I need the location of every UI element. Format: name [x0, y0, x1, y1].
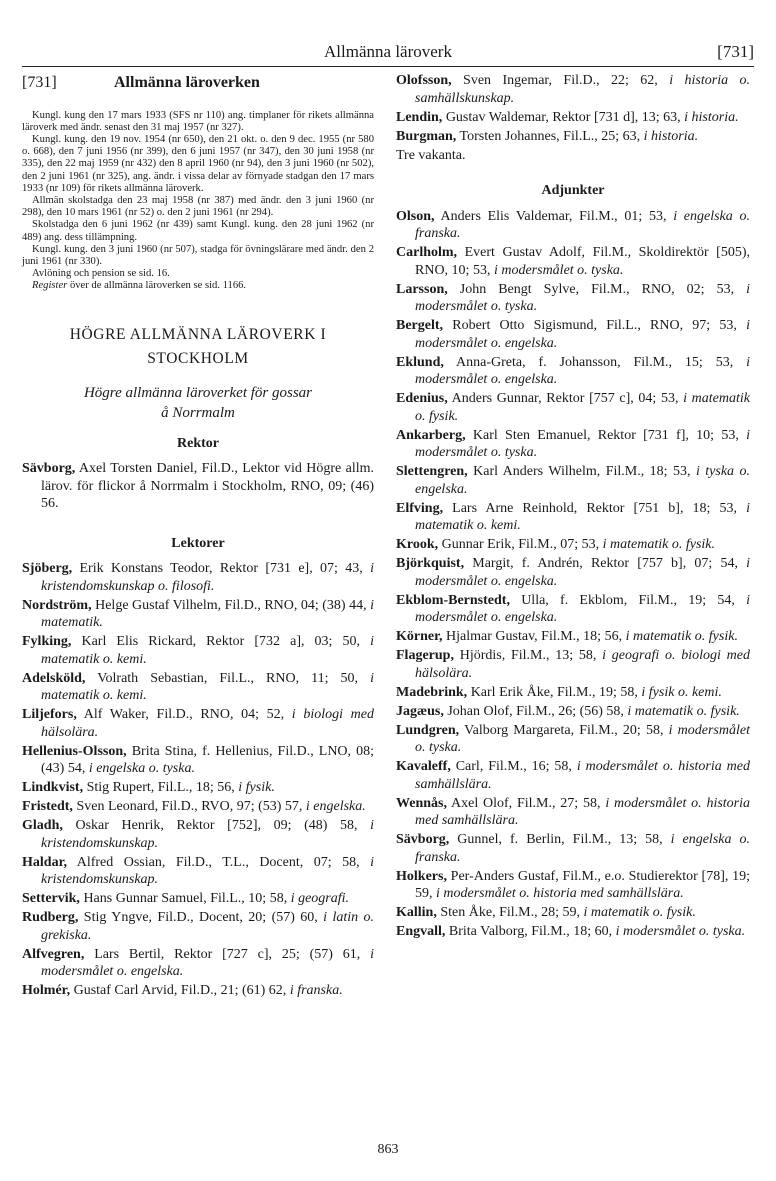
running-header	[22, 40, 754, 66]
entry-text: Alf Waker, Fil.D., RNO, 04; 52,	[76, 707, 292, 723]
staff-entry	[22, 982, 374, 1000]
entry-subject: i historia.	[643, 128, 699, 144]
entry-text: Robert Otto Sigismund, Fil.L., RNO, 97; 53,	[443, 318, 747, 333]
entry-name: Ankarberg,	[396, 427, 466, 443]
entry-subject: i matematik o. fysik.	[625, 629, 738, 644]
entry-text: Stig Rupert, Fil.L., 18; 56,	[83, 780, 239, 796]
entry-text: Axel Torsten Daniel, Fil.D., Lektor vid Högre allm. lärov. för flickor å Norrmalm i Stockholm, RNO, 09; (46) 56.	[41, 461, 374, 512]
school-line: Högre allmänna läroverket för gossar	[83, 384, 313, 401]
staff-entry	[22, 798, 374, 816]
staff-entry	[22, 560, 374, 595]
entry-subject: i modersmålet o. historia med samhällslära.	[436, 886, 684, 901]
left-column	[22, 72, 374, 1001]
entry-subject: i modersmålet o. tyska.	[415, 281, 750, 314]
entry-text: Anders Gunnar, Rektor [757 c], 04; 53,	[447, 391, 684, 406]
entry-subject: i matematik o. kemi.	[41, 634, 374, 667]
staff-entry	[22, 706, 374, 741]
staff-entry	[396, 244, 750, 279]
entry-text: Gunnar Erik, Fil.M., 07; 53,	[438, 537, 603, 552]
entry-text: Karl Elis Rickard, Rektor [732 a], 03; 50,	[71, 634, 371, 650]
note-paragraph: Kungl. kung. den 19 nov. 1954 (nr 650), den 21 okt. o. den 9 dec. 1955 (nr 580 o. 668), den 7 juni 1956 (nr 399), den 6 juni 1957 (nr 347), den 30 juni 1958 (nr 335), den 22 maj 1959 (nr 432) den 8 april 1960 (nr 94), den 3 juni 1960 (nr 502), den 2 juni 1961 (nr 325), ang. ändr. i vissa delar av förnyade stadgan den 17 mars 1933 (nr 109) för rikets allmänna läroverk.	[22, 133, 374, 194]
running-title: Allmänna läroverk	[324, 42, 452, 61]
entry-name: Haldar,	[22, 854, 67, 870]
entry-subject: i matematik o. fysik.	[415, 391, 750, 424]
staff-entry	[396, 317, 750, 352]
entry-name: Slettengren,	[396, 464, 468, 479]
vacancy-note: Tre vakanta.	[396, 147, 466, 163]
school-line: å Norrmalm	[161, 404, 235, 421]
entry-subject: i kristendomskunskap.	[41, 854, 374, 888]
entry-text: Sten Åke, Fil.M., 28; 59,	[436, 905, 584, 920]
entry-name: Ekblom-Bernstedt,	[396, 592, 510, 608]
section-heading	[22, 74, 374, 92]
entry-subject: i matematik o. fysik.	[583, 905, 696, 920]
register-note	[22, 280, 374, 292]
entry-text: Karl Erik Åke, Fil.M., 19; 58,	[467, 684, 642, 700]
staff-entry	[396, 500, 750, 535]
note-paragraph: Kungl. kung den 17 mars 1933 (SFS nr 110) ang. timplaner för rikets allmänna läroverk med ändr. senast den 31 maj 1957 (nr 327).	[22, 109, 374, 133]
entry-text: Alfred Ossian, Fil.D., T.L., Docent, 07; 58,	[67, 854, 371, 870]
entry-text: John Bengt Sylve, Fil.M., RNO, 02; 53,	[447, 281, 747, 297]
entry-subject: i historia.	[684, 109, 739, 125]
staff-entry	[396, 592, 750, 627]
entry-subject: i kristendomskunskap o. filosofi.	[41, 561, 374, 594]
staff-entry	[396, 208, 750, 243]
staff-entry	[396, 281, 750, 316]
entry-name: Sävborg,	[22, 461, 76, 477]
entry-name: Wennås,	[396, 795, 447, 811]
entry-name: Lendin,	[396, 109, 443, 125]
entry-text: Lars Bertil, Rektor [727 c], 25; (57) 61,	[84, 946, 371, 962]
lektorer-list	[22, 560, 374, 1000]
staff-entry	[22, 670, 374, 705]
institution-heading	[22, 323, 374, 371]
entry-subject: i matematik.	[41, 597, 374, 631]
entry-subject: i modersmålet o. engelska.	[415, 318, 750, 351]
staff-entry	[396, 904, 750, 922]
staff-entry	[22, 633, 374, 668]
staff-entry	[396, 868, 750, 903]
entry-subject: i matematik o. fysik.	[602, 537, 716, 552]
entry-name: Bergelt,	[396, 318, 444, 333]
entry-subject: i modersmålet o. historia med samhällslära.	[415, 795, 751, 828]
rektor-entry	[22, 460, 374, 513]
entry-name: Adelsköld,	[22, 670, 86, 686]
entry-name: Sjöberg,	[22, 561, 73, 577]
entry-text: Anna-Greta, f. Johansson, Fil.M., 15; 53,	[443, 354, 747, 370]
entry-text: Johan Olof, Fil.M., 26; (56) 58,	[443, 703, 628, 719]
note-paragraph: Avlöning och pension se sid. 16.	[32, 268, 170, 280]
entry-name: Fylking,	[22, 634, 72, 650]
entry-text: Gustav Waldemar, Rektor [731 d], 13; 63,	[442, 109, 685, 125]
entry-name: Kavaleff,	[396, 759, 451, 774]
institution-line: STOCKHOLM	[147, 349, 249, 367]
entry-name: Madebrink,	[396, 684, 468, 700]
staff-entry	[396, 128, 750, 146]
entry-text: Hjördis, Fil.M., 13; 58,	[453, 648, 603, 663]
entry-subject: i modersmålet o. historia med samhällslära.	[415, 759, 750, 792]
entry-text: Sven Leonard, Fil.D., RVO, 97; (53) 57,	[72, 799, 306, 815]
right-column	[396, 72, 750, 942]
page-code: [731]	[717, 42, 754, 61]
staff-entry	[396, 831, 750, 866]
entry-text: Hans Gunnar Samuel, Fil.L., 10; 58,	[79, 891, 291, 907]
entry-subject: i tyska o. engelska.	[415, 464, 750, 497]
entry-name: Lundgren,	[396, 722, 460, 738]
note-paragraph: Skolstadga den 6 juni 1962 (nr 439) samt Kungl. kung. den 28 juni 1962 (nr 489) ang. dess tillämpning.	[22, 219, 374, 243]
header-rule	[22, 66, 754, 67]
staff-entry	[396, 109, 750, 127]
note-paragraph: Allmän skolstadga den 23 maj 1958 (nr 387) med ändr. den 3 juni 1960 (nr 298), den 10 mars 1961 (nr 52) o. den 2 juni 1961 (nr 294).	[22, 194, 374, 219]
entry-name: Sävborg,	[396, 832, 450, 847]
institution-line: HÖGRE ALLMÄNNA LÄROVERK I	[69, 325, 327, 343]
staff-entry	[396, 427, 750, 462]
entry-subject: i franska.	[289, 983, 343, 999]
entry-subject: i kristendomskunskap.	[41, 818, 374, 851]
entry-name: Larsson,	[396, 281, 448, 297]
entry-name: Burgman,	[396, 128, 457, 144]
entry-name: Carlholm,	[396, 245, 458, 260]
entry-name: Nordström,	[22, 597, 92, 613]
staff-entry	[22, 597, 374, 632]
entry-text: Valborg Margareta, Fil.M., 20; 58,	[459, 722, 669, 738]
entry-subject: i modersmålet o. tyska.	[493, 262, 624, 278]
entry-text: Helge Gustaf Vilhelm, Fil.D., RNO, 04; (38) 44,	[91, 597, 371, 613]
entry-subject: i modersmålet o. tyska.	[615, 924, 746, 939]
entry-name: Edenius,	[396, 391, 448, 406]
register-label: Register	[32, 280, 68, 292]
lektorer-heading: Lektorer	[171, 535, 225, 551]
note-paragraph: Kungl. kung. den 3 juni 1960 (nr 507), stadga för övningslärare med ändr. den 2 juni 1961 (nr 330).	[22, 243, 374, 267]
entry-text: Per-Anders Gustaf, Fil.M., e.o. Studierektor [78], 19; 59,	[415, 868, 750, 901]
entry-subject: i fysik o. kemi.	[641, 684, 722, 700]
staff-entry	[396, 555, 750, 590]
staff-entry	[396, 647, 750, 682]
entry-subject: i modersmålet o. engelska.	[415, 592, 750, 625]
entry-name: Kallin,	[396, 905, 437, 920]
entry-subject: i latin o. grekiska.	[41, 910, 374, 943]
staff-entry	[396, 536, 750, 554]
entry-name: Settervik,	[22, 891, 80, 907]
school-heading	[22, 383, 374, 423]
section-code: [731]	[22, 74, 57, 91]
staff-entry	[22, 890, 374, 908]
entry-name: Alfvegren,	[22, 946, 85, 962]
entry-text: Carl, Fil.M., 16; 58,	[450, 759, 577, 774]
adjunkter-heading: Adjunkter	[541, 183, 605, 198]
entry-text: Karl Anders Wilhelm, Fil.M., 18; 53,	[467, 464, 696, 479]
entry-text: Torsten Johannes, Fil.L., 25; 63,	[456, 128, 644, 144]
entry-name: Elfving,	[396, 500, 444, 516]
entry-subject: i engelska.	[305, 799, 366, 815]
staff-entry	[396, 795, 750, 830]
entry-text: Margit, f. Andrén, Rektor [757 b], 07; 54,	[464, 556, 747, 571]
staff-entry	[22, 909, 374, 944]
entry-text: Ulla, f. Ekblom, Fil.M., 19; 54,	[509, 592, 747, 608]
entry-subject: i matematik o. fysik.	[627, 703, 740, 719]
entry-name: Olson,	[396, 208, 435, 224]
entry-subject: i engelska o. franska.	[415, 208, 750, 241]
entry-name: Hellenius-Olsson,	[22, 743, 127, 759]
staff-entry	[22, 817, 374, 852]
entry-text: Volrath Sebastian, Fil.L., RNO, 11; 50,	[85, 670, 371, 686]
entry-subject: i historia o. samhällskunskap.	[415, 73, 750, 106]
entry-subject: i fysik.	[238, 780, 275, 796]
entry-name: Jagæus,	[396, 703, 444, 719]
entry-name: Björkquist,	[396, 556, 465, 571]
entry-text: Stig Yngve, Fil.D., Docent, 20; (57) 60,	[78, 910, 324, 926]
staff-entry	[396, 722, 750, 757]
entry-subject: i modersmålet o. engelska.	[415, 354, 750, 387]
entry-text: Hjalmar Gustav, Fil.M., 18; 56,	[442, 629, 626, 644]
entry-text: Axel Olof, Fil.M., 27; 58,	[446, 795, 606, 811]
entry-name: Lindkvist,	[22, 780, 84, 796]
entry-name: Holkers,	[396, 868, 447, 884]
staff-entry	[22, 743, 374, 778]
entry-text: Brita Stina, f. Hellenius, Fil.D., LNO, 08; (43) 54,	[41, 743, 374, 777]
staff-entry	[22, 946, 374, 981]
entry-name: Gladh,	[22, 818, 63, 834]
entry-name: Engvall,	[396, 924, 446, 939]
entry-subject: i matematik o. kemi.	[41, 670, 374, 704]
entry-text: Oskar Henrik, Rektor [752], 09; (48) 58,	[62, 818, 371, 834]
entry-text: Lars Arne Reinhold, Rektor [751 b], 18; 53,	[443, 500, 747, 516]
entry-subject: i modersmålet o. engelska.	[41, 946, 374, 980]
entry-subject: i geografi o. biologi med hälsolära.	[415, 648, 751, 681]
entry-name: Olofsson,	[396, 73, 452, 88]
staff-entry	[396, 390, 750, 425]
adjunkter-list	[396, 208, 750, 941]
entry-subject: i engelska o. tyska.	[88, 761, 195, 777]
regulations-notes	[22, 110, 374, 293]
staff-entry	[396, 758, 750, 793]
rektor-heading: Rektor	[177, 435, 219, 451]
staff-entry	[396, 354, 750, 389]
staff-entry	[396, 684, 750, 702]
entry-subject: i geografi.	[290, 891, 350, 907]
entry-text: Gunnel, f. Berlin, Fil.M., 13; 58,	[449, 832, 671, 847]
entry-subject: i modersmålet o. tyska.	[415, 722, 750, 755]
register-text: över de allmänna läroverken se sid. 1166.	[67, 280, 247, 292]
entry-text: Evert Gustav Adolf, Fil.M., Skoldirektör [505), RNO, 10; 53,	[415, 245, 750, 278]
entry-text: Erik Konstans Teodor, Rektor [731 e], 07; 43,	[72, 561, 371, 577]
entry-name: Rudberg,	[22, 910, 79, 926]
staff-entry	[396, 72, 750, 107]
staff-entry	[22, 779, 374, 797]
staff-entry	[396, 463, 750, 498]
entry-subject: i biologi med hälsolära.	[41, 707, 374, 740]
entry-name: Fristedt,	[22, 799, 73, 815]
staff-entry	[22, 854, 374, 889]
entry-name: Liljefors,	[22, 707, 77, 723]
entry-subject: i modersmålet o. engelska.	[415, 556, 750, 589]
lektorer-continued-list	[396, 72, 750, 145]
staff-entry	[396, 923, 750, 941]
entry-text: Anders Elis Valdemar, Fil.M., 01; 53,	[434, 208, 674, 224]
entry-name: Eklund,	[396, 354, 444, 370]
entry-name: Holmér,	[22, 983, 71, 999]
section-title: Allmänna läroverken	[114, 74, 260, 91]
entry-text: Sven Ingemar, Fil.D., 22; 62,	[451, 73, 670, 88]
entry-name: Krook,	[396, 537, 439, 552]
staff-entry	[396, 628, 750, 646]
entry-subject: i engelska o. franska.	[415, 832, 750, 865]
staff-entry	[396, 703, 750, 721]
entry-subject: i modersmålet o. tyska.	[415, 427, 750, 460]
entry-subject: i matematik o. kemi.	[415, 500, 750, 533]
page-number: 863	[377, 1142, 399, 1157]
entry-text: Gustaf Carl Arvid, Fil.D., 21; (61) 62,	[70, 983, 290, 999]
entry-text: Karl Sten Emanuel, Rektor [731 f], 10; 53,	[465, 427, 747, 443]
entry-text: Brita Valborg, Fil.M., 18; 60,	[445, 924, 616, 939]
entry-name: Flagerup,	[396, 648, 454, 663]
entry-name: Körner,	[396, 629, 443, 644]
